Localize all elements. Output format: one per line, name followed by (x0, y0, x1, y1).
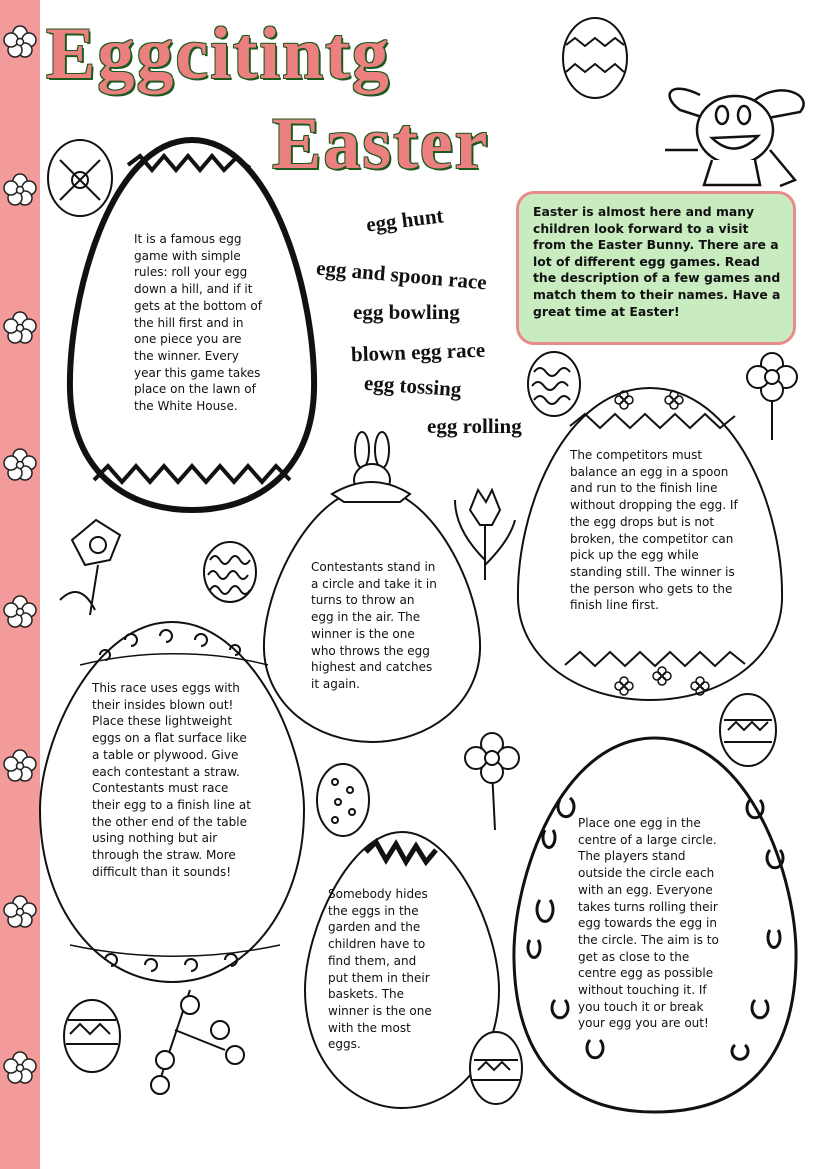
flower-icon (4, 449, 36, 480)
description-toss: Contestants stand in a circle and take it in turns to throw an egg in the air. The winner is the one who throws the egg highest and catches it again. (311, 560, 437, 691)
decorative-egg-icon (48, 140, 112, 216)
bunny-icon (665, 89, 804, 186)
daffodil-icon (60, 520, 120, 615)
flower-icon (4, 1052, 36, 1083)
decorative-egg-icon (528, 352, 580, 416)
small-flower-icon (615, 677, 633, 695)
description-spoon: The competitors must balance an egg in a spoon and run to the finish line without dropping the egg. If the egg drops but is not broken, the competitor can pick up the egg while standing still. The winner is the person who gets to the finish line first. (570, 448, 738, 613)
decorative-egg-icon (563, 18, 627, 98)
game-name-blown-egg-race: blown egg race (350, 337, 486, 367)
small-flower-icon (653, 667, 671, 685)
game-name-egg-rolling: egg rolling (427, 414, 522, 438)
flower-icon (747, 353, 797, 440)
flower-icon (4, 596, 36, 627)
decorative-egg-icon (470, 1032, 522, 1104)
decorative-egg-icon (317, 764, 369, 836)
description-famous: It is a famous egg game with simple rules: roll your egg down a hill, and if it gets at the bottom of the hill first and in one piece you are the winner. Every year this game takes place on the lawn of the White House. (134, 232, 262, 414)
decorative-egg-icon (204, 542, 256, 602)
intro-box: Easter is almost here and many children look forward to a visit from the Easter Bunny. There are a lot of different egg games. Read the description of a few games and match them to their names. Have a great time at Easter! (516, 191, 796, 345)
strip-flowers (4, 26, 36, 1083)
game-name-egg-and-spoon-race: egg and spoon race (315, 255, 488, 295)
flower-icon (4, 174, 36, 205)
description-blown: This race uses eggs with their insides blown out! Place these lightweight eggs on a flat surface like a table or plywood. Give each contestant a straw. Contestants must race their egg to a finish line at the other end of the table using nothing but air through the straw. More difficult than it sounds! (92, 681, 251, 879)
description-hunt: Somebody hides the eggs in the garden and the children have to find them, and put them in their baskets. The winner is the one with the most eggs. (328, 887, 432, 1052)
game-name-egg-hunt: egg hunt (364, 203, 445, 237)
game-name-egg-tossing: egg tossing (363, 370, 463, 402)
tulip-icon (455, 490, 515, 580)
flower-icon (4, 750, 36, 781)
flower-icon (4, 896, 36, 927)
flower-icon (4, 312, 36, 343)
game-name-egg-bowling: egg bowling (353, 300, 460, 324)
blossom-icon (151, 990, 244, 1094)
decorative-egg-icon (720, 694, 776, 766)
description-bowling: Place one egg in the centre of a large circle. The players stand outside the circle each with an egg. Everyone takes turns rolling their egg towards the egg in the circle. The aim is to get as close to the centre egg as possible without touching it. If you touch it or break your egg you are out! (578, 816, 719, 1031)
flower-icon (465, 733, 519, 830)
flower-icon (4, 26, 36, 57)
decorative-egg-icon (64, 1000, 120, 1072)
title-line-1: Eggcitintg (46, 13, 391, 95)
bunny-icon (332, 432, 410, 502)
title-line-2: Easter (272, 103, 490, 185)
